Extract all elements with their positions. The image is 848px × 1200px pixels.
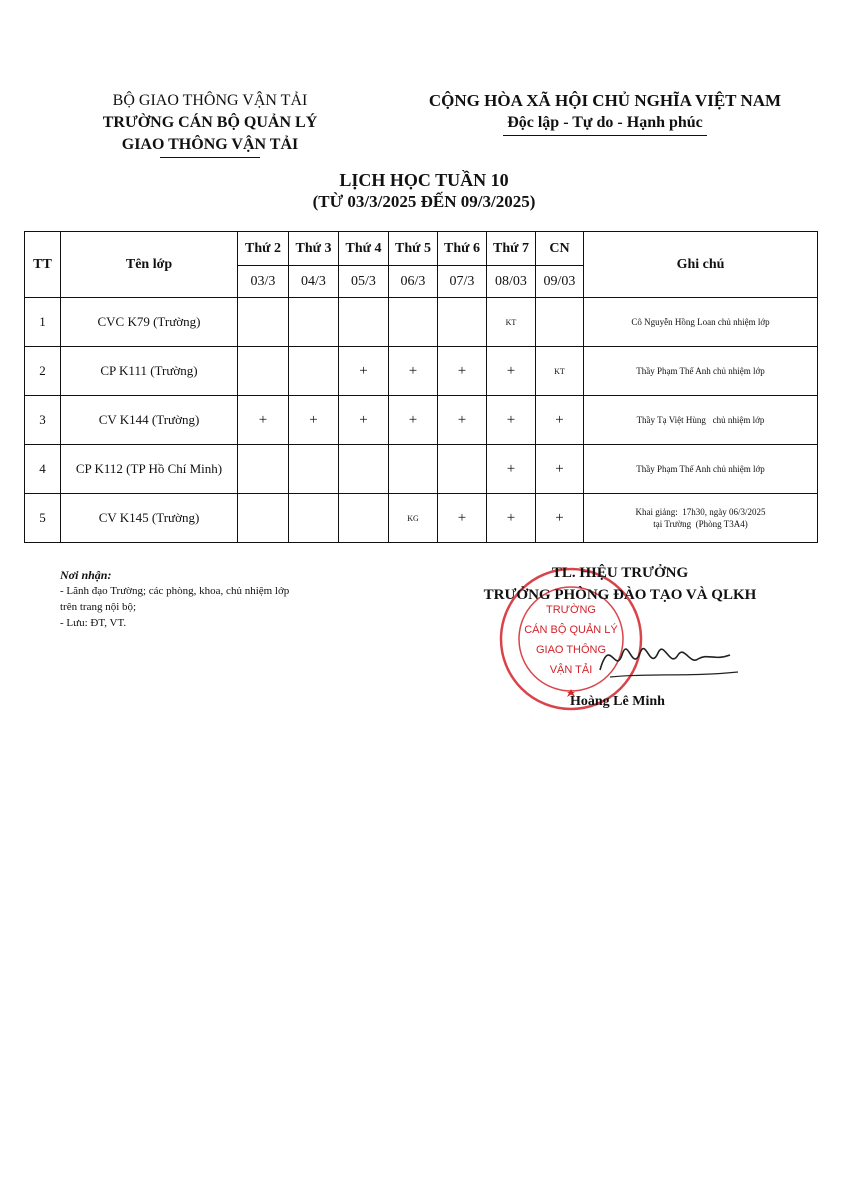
col-header-date: 07/3 <box>438 266 487 298</box>
col-header-day: Thứ 6 <box>438 232 487 266</box>
table-row <box>25 298 818 347</box>
school-name-line1: TRƯỜNG CÁN BỘ QUẢN LÝ <box>102 114 318 131</box>
row-note: Thầy Tạ Việt Hùng chủ nhiệm lớp <box>584 396 818 445</box>
schedule-cell: + <box>487 396 536 445</box>
col-header-date: 03/3 <box>238 266 289 298</box>
stamp-text-line2: CÁN BỘ QUẢN LÝ <box>524 624 618 636</box>
schedule-cell: + <box>389 347 438 396</box>
col-header-day: Thứ 7 <box>487 232 536 266</box>
recipients-line: - Lưu: ĐT, VT. <box>60 617 127 629</box>
class-name: CP K112 (TP Hồ Chí Minh) <box>61 445 238 494</box>
schedule-cell <box>289 347 339 396</box>
schedule-cell: + <box>487 347 536 396</box>
signature-block <box>450 562 790 606</box>
table-row <box>25 445 818 494</box>
row-note: Cô Nguyễn Hồng Loan chủ nhiệm lớp <box>584 298 818 347</box>
schedule-cell: + <box>339 347 389 396</box>
signature-title-line1: TL. HIỆU TRƯỞNG <box>551 565 689 581</box>
schedule-cell: + <box>487 445 536 494</box>
header-right <box>410 90 800 136</box>
schedule-cell <box>238 298 289 347</box>
schedule-cell: + <box>487 494 536 543</box>
col-header-date: 09/03 <box>536 266 584 298</box>
col-header-day: Thứ 2 <box>238 232 289 266</box>
schedule-cell <box>389 445 438 494</box>
col-header-date: 08/03 <box>487 266 536 298</box>
schedule-cell: + <box>536 445 584 494</box>
col-header-note: Ghi chú <box>584 232 818 298</box>
signature-title-line2: TRƯỞNG PHÒNG ĐÀO TẠO VÀ QLKH <box>483 587 757 603</box>
schedule-cell: + <box>536 396 584 445</box>
table-row <box>25 347 818 396</box>
schedule-cell <box>289 445 339 494</box>
class-name: CV K144 (Trường) <box>61 396 238 445</box>
row-note: Thầy Phạm Thế Anh chủ nhiệm lớp <box>584 445 818 494</box>
schedule-cell: + <box>438 494 487 543</box>
col-header-date: 04/3 <box>289 266 339 298</box>
schedule-cell: + <box>339 396 389 445</box>
class-name: CV K145 (Trường) <box>61 494 238 543</box>
row-note <box>584 494 818 543</box>
row-note: Thầy Phạm Thế Anh chủ nhiệm lớp <box>584 347 818 396</box>
handwritten-signature <box>590 625 740 695</box>
table-row <box>25 494 818 543</box>
recipients-line: trên trang nội bộ; <box>60 601 137 613</box>
schedule-cell <box>438 298 487 347</box>
schedule-cell: + <box>238 396 289 445</box>
col-header-day: Thứ 3 <box>289 232 339 266</box>
schedule-cell: + <box>389 396 438 445</box>
schedule-cell <box>289 298 339 347</box>
header-left-underline <box>160 157 260 158</box>
country-name: CỘNG HÒA XÃ HỘI CHỦ NGHĨA VIỆT NAM <box>428 91 782 110</box>
schedule-table <box>24 231 818 543</box>
stamp-text-line4: VẬN TẢI <box>549 664 593 676</box>
schedule-cell <box>536 298 584 347</box>
col-header-day: CN <box>536 232 584 266</box>
stamp-text-line3: GIAO THÔNG <box>535 644 607 656</box>
recipients-heading: Nơi nhận: <box>60 568 112 582</box>
schedule-cell: KG <box>389 494 438 543</box>
schedule-cell <box>238 445 289 494</box>
document-title: LỊCH HỌC TUẦN 10 <box>339 170 509 190</box>
row-note-line1: Khai giảng: 17h30, ngày 06/3/2025 <box>635 507 766 517</box>
schedule-cell: + <box>289 396 339 445</box>
schedule-cell <box>339 494 389 543</box>
table-row <box>25 396 818 445</box>
class-name: CVC K79 (Trường) <box>61 298 238 347</box>
schedule-cell: KT <box>536 347 584 396</box>
ministry-name: BỘ GIAO THÔNG VẬN TẢI <box>112 92 308 109</box>
col-header-tt: TT <box>25 232 61 298</box>
schedule-cell: + <box>536 494 584 543</box>
national-motto: Độc lập - Tự do - Hạnh phúc <box>503 112 707 136</box>
schedule-cell <box>389 298 438 347</box>
row-number: 3 <box>25 396 61 445</box>
schedule-cell <box>339 445 389 494</box>
header-left <box>60 90 360 158</box>
schedule-cell <box>289 494 339 543</box>
signer-name: Hoàng Lê Minh <box>570 694 665 709</box>
col-header-day: Thứ 5 <box>389 232 438 266</box>
table-header-row <box>25 232 818 266</box>
col-header-class-name: Tên lớp <box>61 232 238 298</box>
schedule-cell: KT <box>487 298 536 347</box>
schedule-cell <box>238 347 289 396</box>
col-header-date: 06/3 <box>389 266 438 298</box>
document-date-range: (TỪ 03/3/2025 ĐẾN 09/3/2025) <box>312 192 536 211</box>
schedule-cell: + <box>438 347 487 396</box>
row-number: 2 <box>25 347 61 396</box>
school-name-line2: GIAO THÔNG VẬN TẢI <box>121 136 299 153</box>
row-number: 5 <box>25 494 61 543</box>
col-header-day: Thứ 4 <box>339 232 389 266</box>
schedule-cell: + <box>438 396 487 445</box>
schedule-cell <box>339 298 389 347</box>
schedule-cell <box>438 445 487 494</box>
recipients-block <box>60 567 350 631</box>
row-note-line2: tại Trường (Phòng T3A4) <box>653 519 748 529</box>
class-name: CP K111 (Trường) <box>61 347 238 396</box>
stamp-text-line1: TRƯỜNG <box>546 604 596 616</box>
col-header-date: 05/3 <box>339 266 389 298</box>
recipients-line: - Lãnh đạo Trường; các phòng, khoa, chủ nhiệm lớp <box>60 585 290 597</box>
row-number: 4 <box>25 445 61 494</box>
schedule-cell <box>238 494 289 543</box>
row-number: 1 <box>25 298 61 347</box>
